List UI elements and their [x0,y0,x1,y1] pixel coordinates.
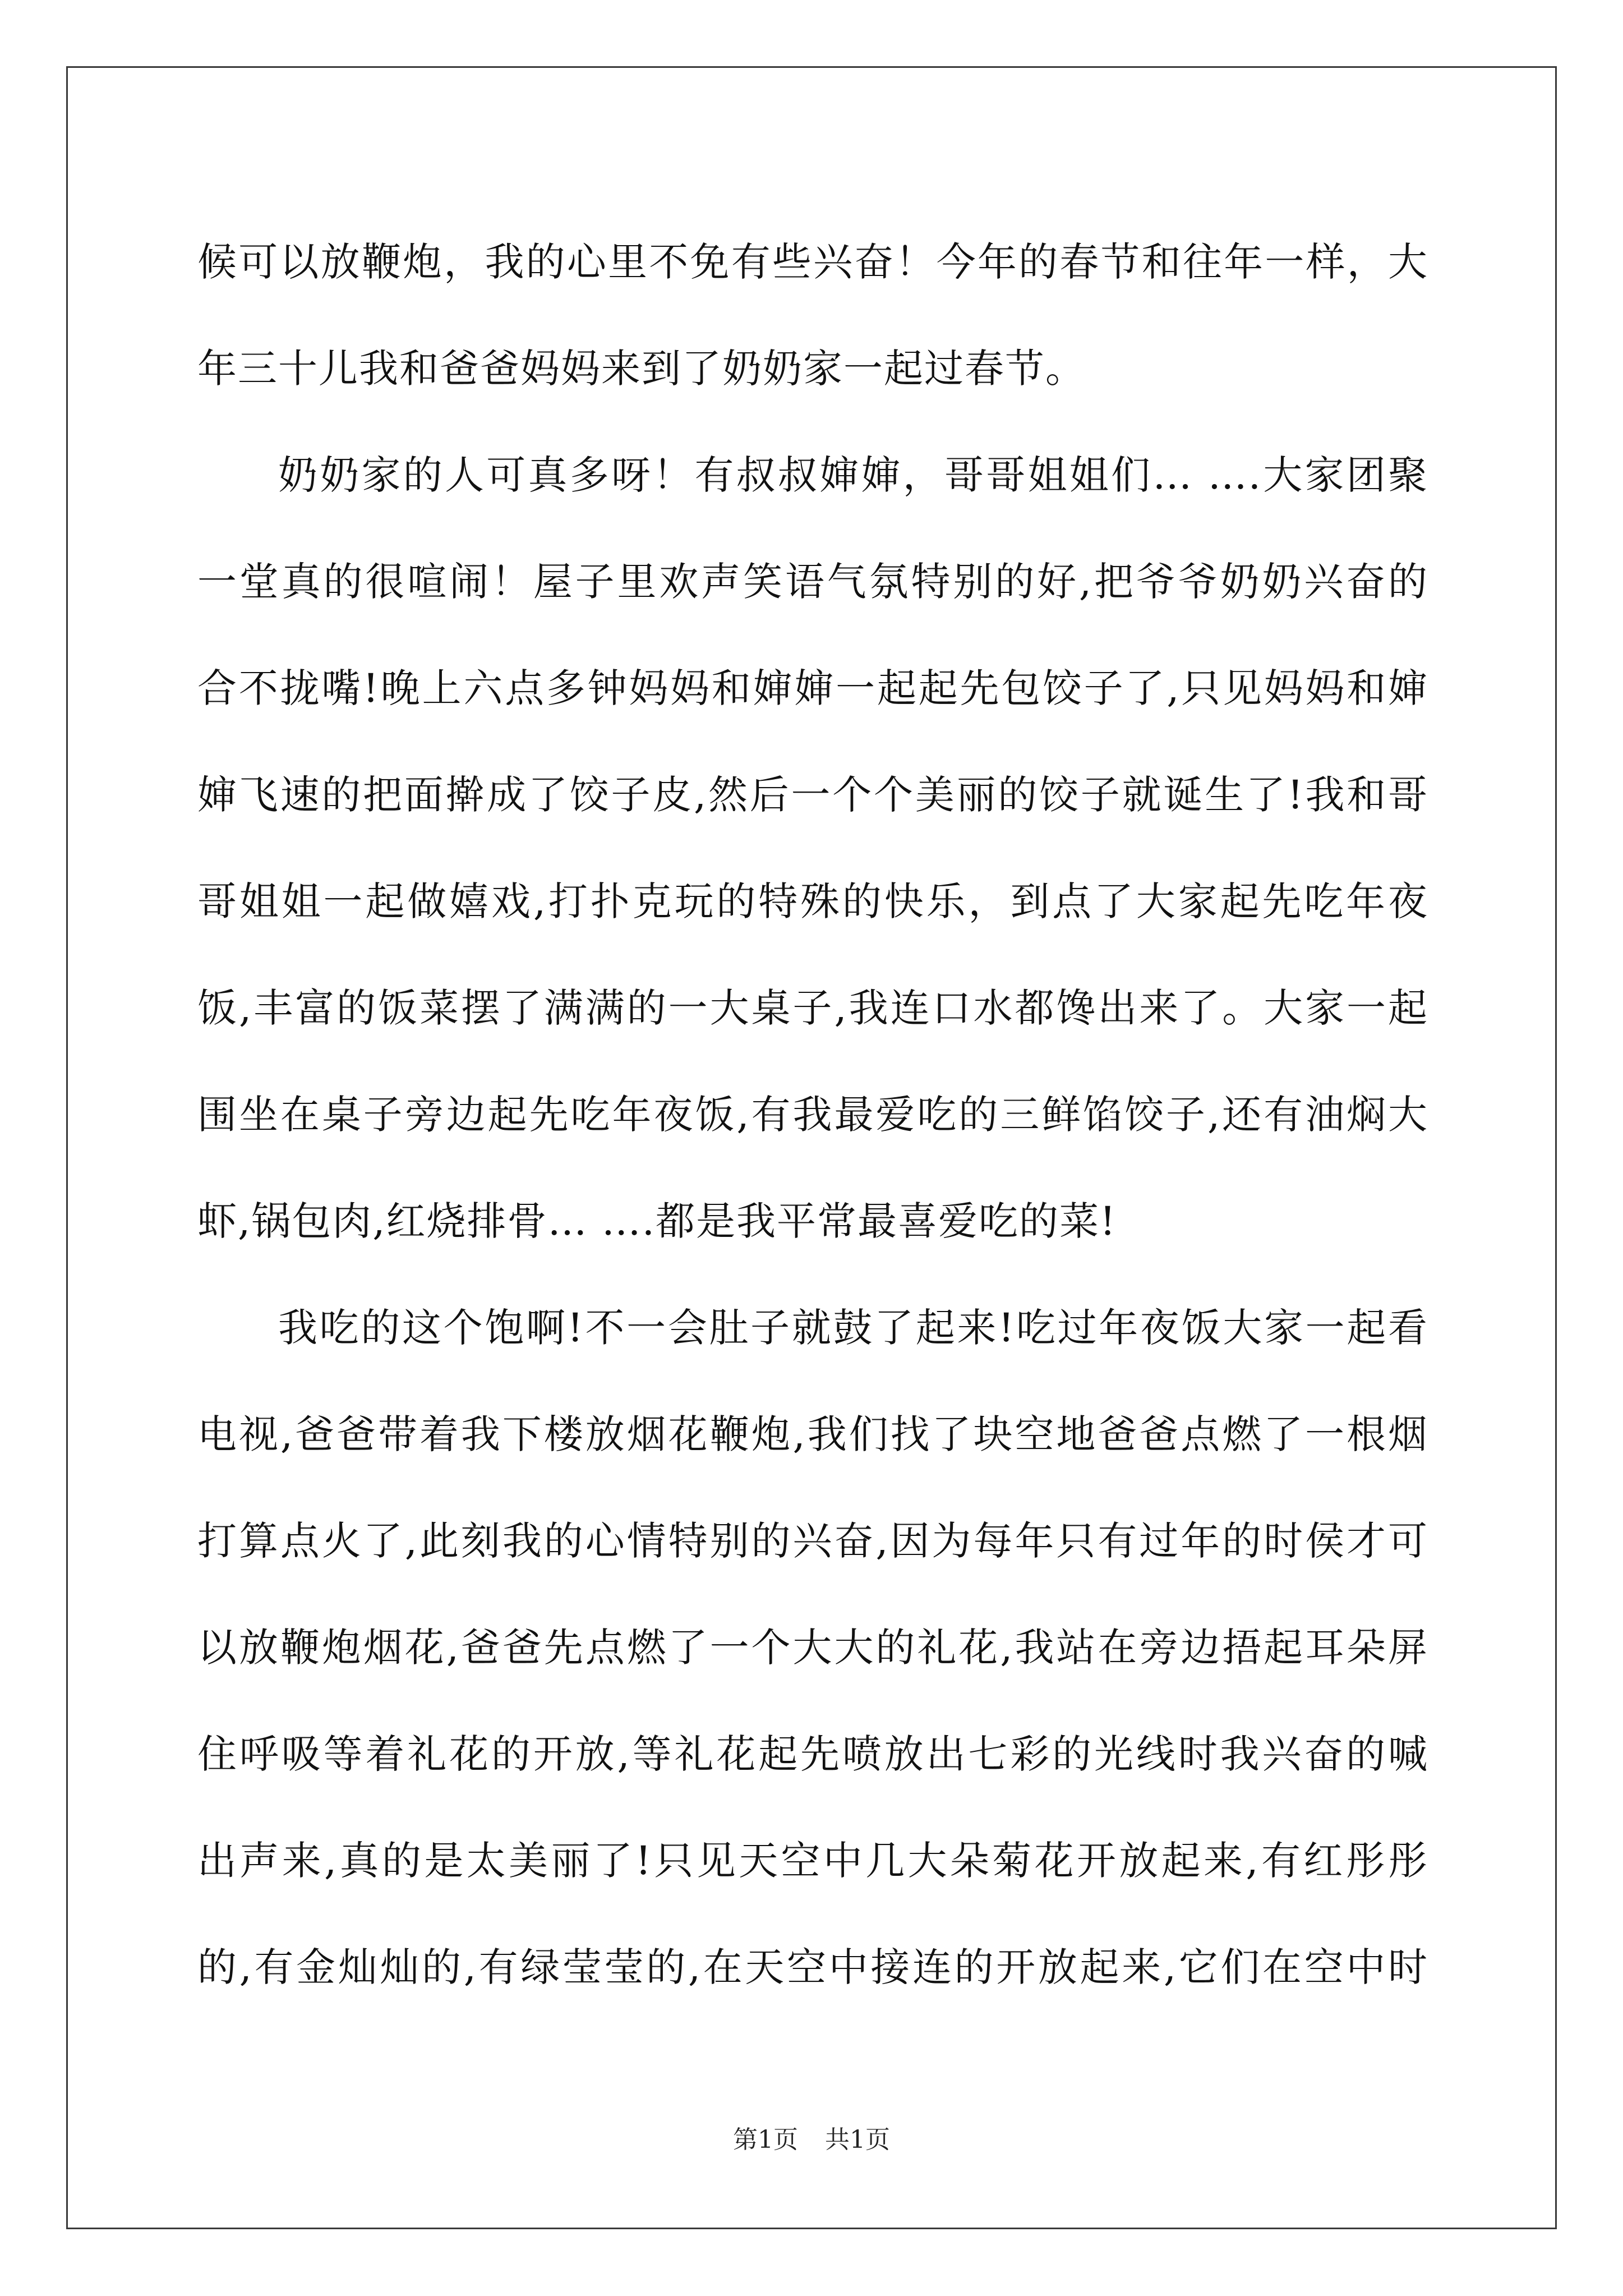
text-line: 的,有金灿灿的,有绿莹莹的,在天空中接连的开放起来,它们在空中时 [197,1944,1428,1990]
text-line: 哥姐姐一起做嬉戏,打扑克玩的特殊的快乐，到点了大家起先吃年夜 [197,878,1428,924]
text-line: 以放鞭炮烟花,爸爸先点燃了一个大大的礼花,我站在旁边捂起耳朵屏 [197,1625,1429,1671]
text-line: 婶飞速的把面擀成了饺子皮,然后一个个美丽的饺子就诞生了!我和哥 [197,772,1428,818]
text-line: 饭,丰富的饭菜摆了满满的一大桌子,我连口水都馋出来了。大家一起 [197,985,1429,1031]
text-line: 电视,爸爸带着我下楼放烟花鞭炮,我们找了块空地爸爸点燃了一根烟 [197,1411,1429,1457]
page-total: 共1页 [825,2125,890,2154]
text-line: 一堂真的很喧闹！屋子里欢声笑语气氛特别的好,把爷爷奶奶兴奋的 [197,559,1428,605]
document-body [197,209,1428,2021]
page-number: 第1页 [733,2125,798,2154]
text-line: 住呼吸等着礼花的开放,等礼花起先喷放出七彩的光线时我兴奋的喊 [197,1731,1428,1777]
text-line: 年三十儿我和爸爸妈妈来到了奶奶家一起过春节。 [197,346,1086,392]
text-line: 候可以放鞭炮，我的心里不免有些兴奋！今年的春节和往年一样，大 [197,239,1428,285]
text-line: 合不拢嘴!晚上六点多钟妈妈和婶婶一起起先包饺子了,只见妈妈和婶 [197,665,1428,711]
text-line: 出声来,真的是太美丽了!只见天空中几大朵菊花开放起来,有红彤彤 [197,1838,1428,1884]
text-line: 奶奶家的人可真多呀！有叔叔婶婶，哥哥姐姐们… ….大家团聚 [278,452,1428,498]
text-line: 虾,锅包肉,红烧排骨… ….都是我平常最喜爱吃的菜! [197,1198,1117,1244]
page-footer [0,2123,1623,2157]
text-line: 围坐在桌子旁边起先吃年夜饭,有我最爱吃的三鲜馅饺子,还有油焖大 [197,1092,1428,1138]
text-line: 打算点火了,此刻我的心情特别的兴奋,因为每年只有过年的时侯才可 [197,1518,1428,1564]
text-line: 我吃的这个饱啊!不一会肚子就鼓了起来!吃过年夜饭大家一起看 [278,1305,1428,1351]
